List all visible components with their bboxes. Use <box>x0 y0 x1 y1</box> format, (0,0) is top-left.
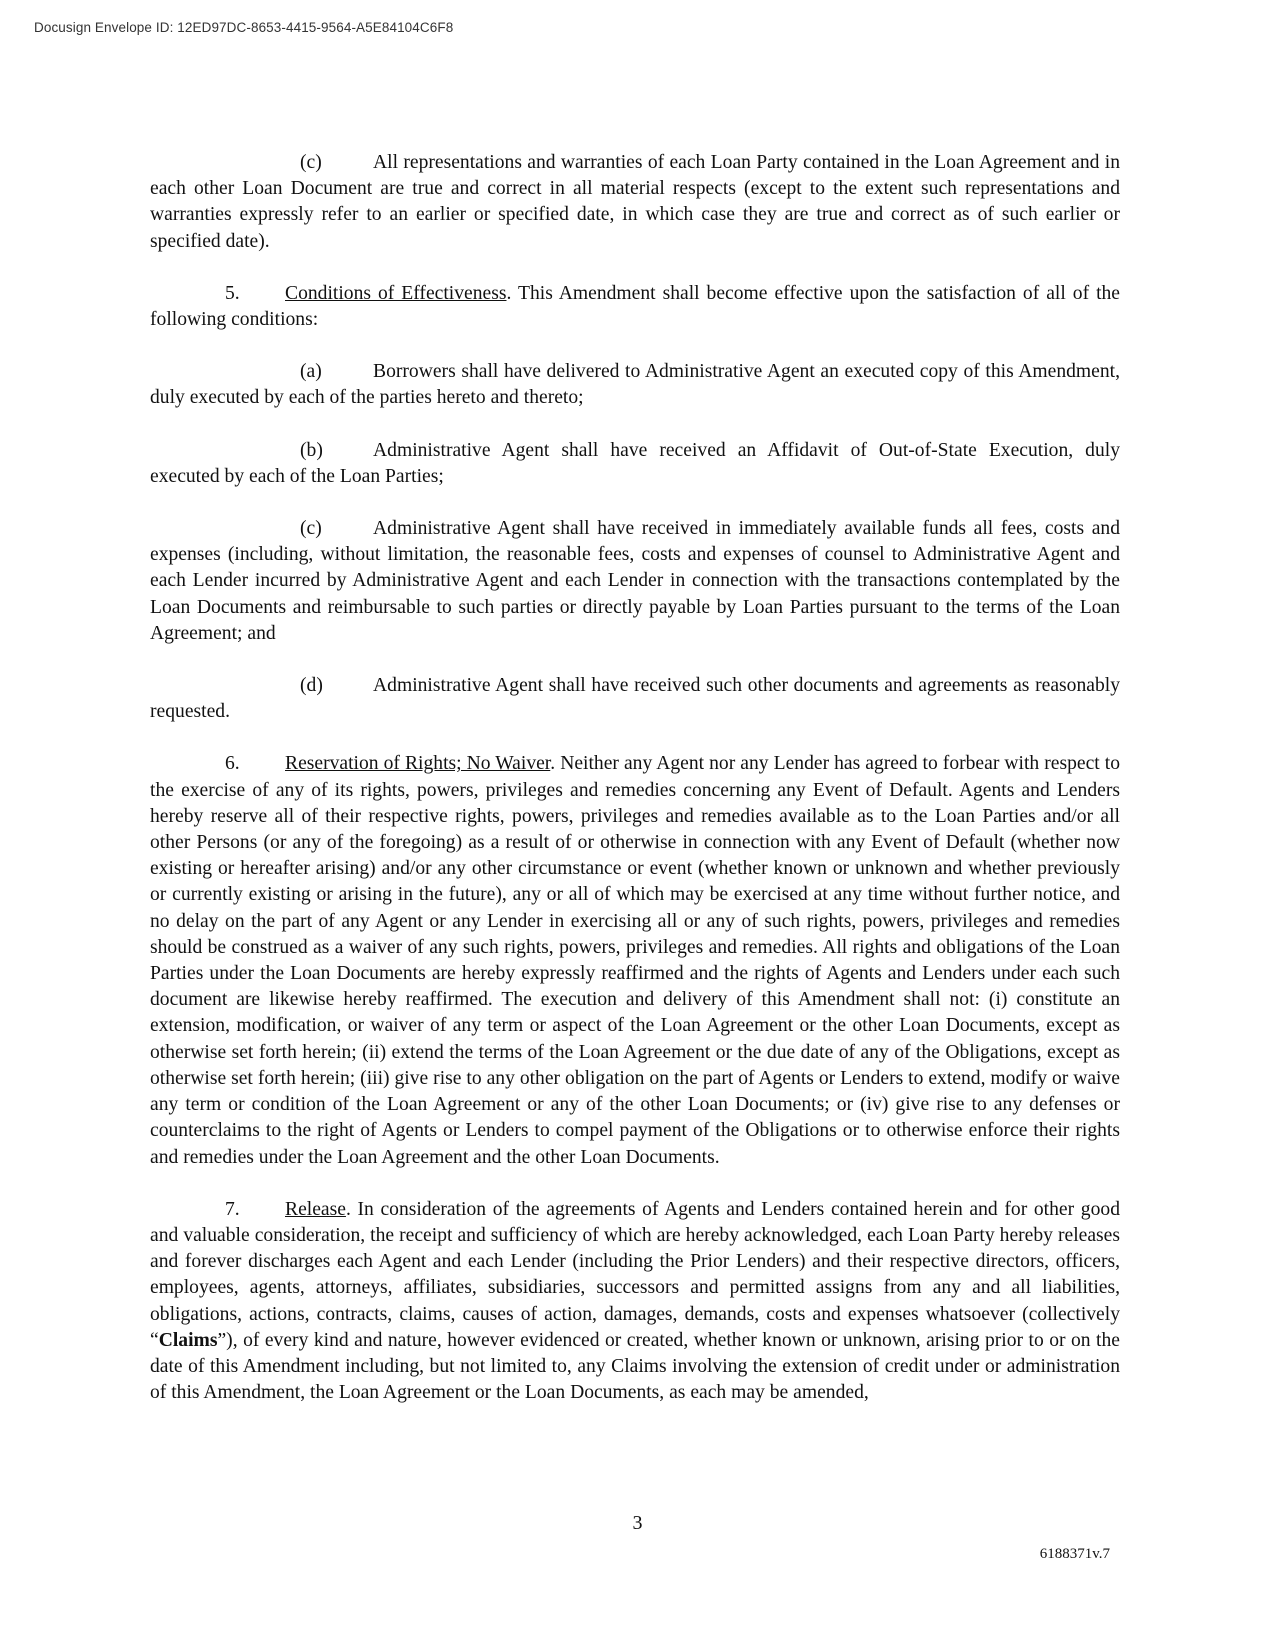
defined-term: Claims <box>158 1329 218 1351</box>
clause-text: Administrative Agent shall have received such other documents and agreements as reasonably requested. <box>150 675 1120 723</box>
clause-text: Borrowers shall have delivered to Administrative Agent an executed copy of this Amendment, duly executed by each of the parties hereto and thereto; <box>150 361 1120 409</box>
section-text: . Neither any Agent nor any Lender has agreed to forbear with respect to the exercise of any of its rights, powers, privileges and remedies concerning any Event of Default. Agents and Lenders hereby reserve all of their respective rights, powers, privileges and remedies available as to the Loan Parties and/or all other Persons (or any of the foregoing) as a result of or otherwise in connection with any Event of Default (whether now existing or hereafter arising) and/or any other circumstance or event (whether known or unknown and whether previously or currently existing or arising in the future), any or all of which may be exercised at any time without further notice, and no delay on the part of any Agent or any Lender in exercising all or any of such rights, powers, privileges and remedies should be construed as a waiver of any such rights, powers, privileges and remedies. All rights and obligations of the Loan Parties under the Loan Documents are hereby expressly reaffirmed and the rights of Agents and Lenders under each such document are likewise hereby reaffirmed. The execution and delivery of this Amendment shall not: (i) constitute an extension, modification, or waiver of any term or aspect of the Loan Agreement or the other Loan Documents, except as otherwise set forth herein; (ii) extend the terms of the Loan Agreement or the due date of any of the Obligations, except as otherwise set forth herein; (iii) give rise to any other obligation on the part of Agents or Lenders to extend, modify or waive any term or condition of the Loan Agreement or any of the other Loan Documents; or (iv) give rise to any defenses or counterclaims to the right of Agents or Lenders to compel payment of the Obligations or to otherwise enforce their rights and remedies under the Loan Agreement and the other Loan Documents. <box>150 753 1121 1168</box>
paragraph-5a <box>150 359 1120 411</box>
section-text: . In consideration of the agreements of Agents and Lenders contained herein and for other good and valuable consideration, the receipt and sufficiency of which are hereby acknowledged, each Loan Party hereby releases and forever discharges each Agent and each Lender (including the Prior Lenders) and their respective directors, officers, employees, agents, attorneys, affiliates, subsidiaries, successors and permitted assigns from any and all liabilities, obligations, actions, contracts, claims, causes of action, damages, demands, costs and expenses whatsoever (collectively “ <box>150 1198 1120 1351</box>
paragraph-5d <box>150 673 1120 725</box>
clause-marker: (c) <box>300 152 322 173</box>
section-6 <box>150 751 1120 1170</box>
section-heading: Release <box>285 1198 346 1220</box>
paragraph-5b <box>150 438 1120 490</box>
paragraph-4c <box>150 150 1120 255</box>
section-number: 7. <box>225 1198 240 1220</box>
clause-text: Administrative Agent shall have received in immediately available funds all fees, costs and expenses (including, without limitation, the reasonable fees, costs and expenses of counsel to Administrative Agent and each Lender incurred by Administrative Agent and each Lender in connection with the transactions contemplated by the Loan Documents and reimbursable to such parties or directly payable by Loan Parties pursuant to the terms of the Loan Agreement; and <box>150 518 1120 644</box>
clause-marker: (c) <box>300 518 322 540</box>
clause-marker: (a) <box>300 361 322 383</box>
section-text-continued: ”), of every kind and nature, however evidenced or created, whether known or unknown, arising prior to or on the date of this Amendment including, but not limited to, any Claims involving the extension of credit under or administration of this Amendment, the Loan Agreement or the Loan Documents, as each may be amended, <box>150 1329 1120 1404</box>
section-number: 5. <box>225 282 240 304</box>
envelope-id: Docusign Envelope ID: 12ED97DC-8653-4415-9564-A5E84104C6F8 <box>34 20 454 35</box>
clause-text: Administrative Agent shall have received an Affidavit of Out-of-State Execution, duly executed by each of the Loan Parties; <box>150 439 1120 487</box>
paragraph-5c <box>150 516 1120 647</box>
section-5 <box>150 281 1120 333</box>
document-reference: 6188371v.7 <box>1039 1546 1110 1562</box>
section-heading: Reservation of Rights; No Waiver <box>285 753 551 775</box>
page-number: 3 <box>632 1512 643 1534</box>
document-body <box>150 150 1120 1432</box>
section-text: . This Amendment shall become effective upon the satisfaction of all of the following conditions: <box>150 282 1121 331</box>
section-7 <box>150 1197 1120 1407</box>
section-heading: Conditions of Effectiveness <box>285 282 507 304</box>
section-number: 6. <box>225 753 240 775</box>
clause-marker: (b) <box>300 439 323 461</box>
clause-marker: (d) <box>300 675 323 697</box>
clause-text: All representations and warranties of each Loan Party contained in the Loan Agreement and in each other Loan Document are true and correct in all material respects (except to the extent such representations and warranties expressly refer to an earlier or specified date, in which case they are true and correct as of such earlier or specified date). <box>150 152 1120 252</box>
